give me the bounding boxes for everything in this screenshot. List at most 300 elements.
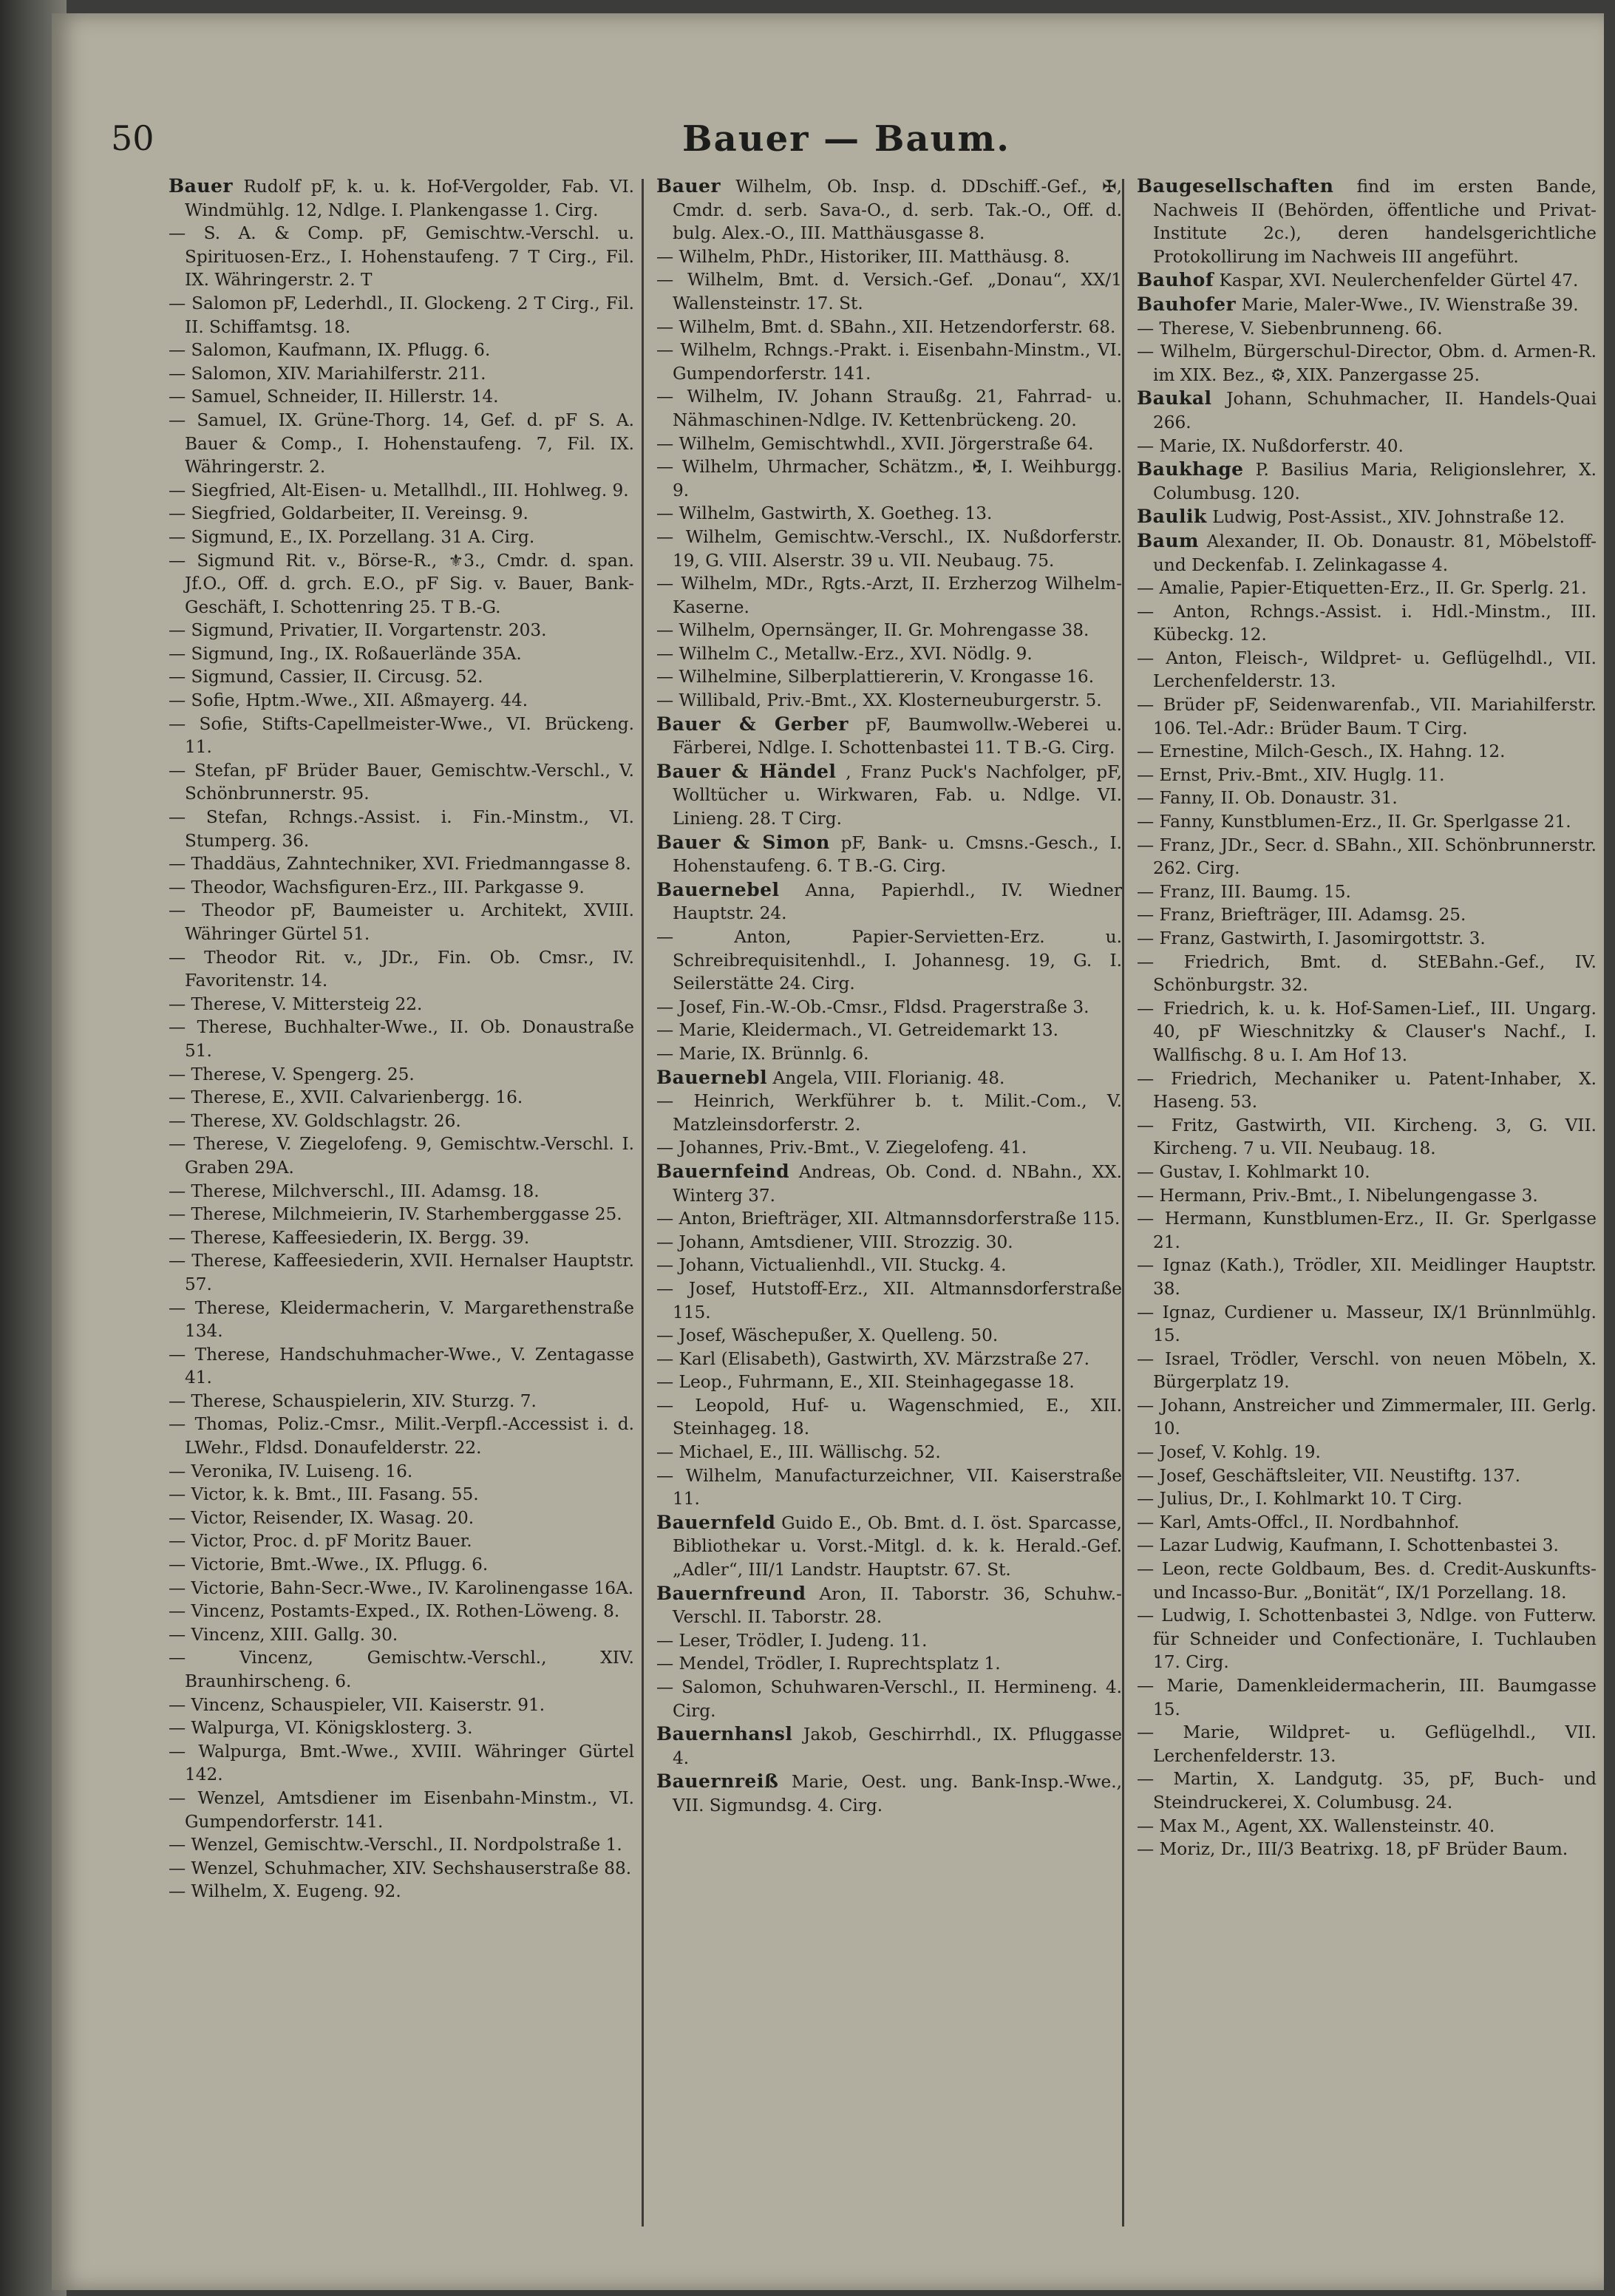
entry-text: — Israel, Trödler, Verschl. von neuen Möbeln, X. Bürgerplatz 19. — [1137, 1348, 1597, 1393]
entry-text: — Johann, Anstreicher und Zimmermaler, III. Gerlg. 10. — [1137, 1395, 1597, 1439]
entry-text: — Wilhelm C., Metallw.-Erz., XVI. Nödlg. 9. — [656, 643, 1033, 664]
entry-text: — Therese, V. Mittersteig 22. — [169, 994, 423, 1014]
entry-text: — Therese, Kaffeesiederin, XVII. Hernalser Hauptstr. 57. — [169, 1251, 634, 1294]
entry-text: — Victorie, Bahn-Secr.-Wwe., IV. Karolinengasse 16A. — [169, 1577, 634, 1598]
entry-text: — Brüder pF, Seidenwarenfab., VII. Mariahilferstr. 106. Tel.-Adr.: Brüder Baum. T Cirg. — [1137, 695, 1597, 738]
entry-text: — Sigmund, Ing., IX. Roßauerlände 35A. — [169, 643, 522, 664]
directory-entry — [656, 925, 1122, 996]
entry-text: — Wilhelm, MDr., Rgts.-Arzt, II. Erzherzog Wilhelm-Kaserne. — [656, 574, 1122, 617]
entry-text: — Victor, k. k. Bmt., III. Fasang. 55. — [169, 1484, 479, 1505]
entry-text: — Sigmund, Privatier, II. Vorgartenstr. 203. — [169, 620, 547, 641]
entry-text: — Wilhelm, Gastwirth, X. Goetheg. 13. — [656, 503, 993, 524]
entry-text: — Marie, Kleidermach., VI. Getreidemarkt 13. — [656, 1020, 1058, 1041]
column-divider — [1122, 179, 1124, 2227]
directory-entry — [169, 1110, 634, 1133]
entry-surname: Bauernhansl — [656, 1723, 793, 1745]
entry-text: — Franz, III. Baumg. 15. — [1137, 881, 1351, 902]
entry-text: — Johannes, Priv.-Bmt., V. Ziegelofeng. 41. — [656, 1138, 1027, 1158]
entry-text: — Martin, X. Landgutg. 35, pF, Buch- und Steindruckerei, X. Columbusg. 24. — [1137, 1769, 1597, 1813]
directory-entry — [656, 1090, 1122, 1136]
entry-text: — Vincenz, Postamts-Exped., IX. Rothen-Löweng. 8. — [169, 1601, 620, 1622]
directory-entry — [656, 1676, 1122, 1722]
directory-entry — [169, 174, 634, 222]
directory-entry — [169, 549, 634, 619]
entry-surname: Bauernfreund — [656, 1582, 806, 1604]
directory-entry — [169, 1063, 634, 1087]
entry-text: — Salomon, Schuhwaren-Verschl., II. Hermineng. 4. Cirg. — [656, 1677, 1122, 1721]
directory-entry — [656, 1652, 1122, 1676]
entry-text: — Stefan, Rchngs.-Assist. i. Fin.-Minstm., VI. Stumperg. 36. — [169, 807, 634, 851]
directory-entry — [169, 292, 634, 339]
directory-entry — [656, 689, 1122, 713]
entry-text: — Ignaz (Kath.), Trödler, XII. Meidlinger Hauptstr. 38. — [1137, 1255, 1597, 1299]
entry-surname: Bauer — [656, 175, 721, 197]
directory-entry — [169, 1390, 634, 1413]
directory-entry — [656, 1042, 1122, 1066]
entry-text: — S. A. & Comp. pF, Gemischtw.-Verschl. u. Spirituosen-Erz., I. Hohenstaufeng. 7 T Cirg., Fil. IX. Währingerstr. 2. T — [169, 223, 634, 291]
directory-entry — [1137, 1067, 1597, 1114]
entry-text: — Josef, V. Kohlg. 19. — [1137, 1442, 1321, 1463]
directory-entry — [169, 665, 634, 689]
directory-entry — [169, 1483, 634, 1507]
directory-entry — [1137, 787, 1597, 810]
entry-surname: Bauer — [169, 175, 234, 197]
directory-entry — [1137, 693, 1597, 740]
entry-text: — Gustav, I. Kohlmarkt 10. — [1137, 1161, 1370, 1182]
directory-entry — [169, 806, 634, 852]
entry-text: — Leser, Trödler, I. Judeng. 11. — [656, 1630, 928, 1651]
entry-text: — Therese, V. Spengerg. 25. — [169, 1064, 415, 1084]
entry-surname: Bauernebel — [656, 878, 780, 900]
entry-text: — Walpurga, VI. Königsklosterg. 3. — [169, 1718, 473, 1739]
directory-entry — [169, 1297, 634, 1343]
directory-entry — [656, 245, 1122, 269]
directory-entry — [1137, 505, 1597, 529]
entry-text: — Salomon, XIV. Mariahilferstr. 211. — [169, 363, 486, 384]
entry-text: — Ludwig, I. Schottenbastei 3, Ndlge. von Futterw. für Schneider und Confectionäre, I. Tuchlauben 17. Cirg. — [1137, 1606, 1597, 1673]
entry-surname: Bauernebl — [656, 1066, 768, 1088]
directory-entry — [169, 409, 634, 479]
directory-entry — [1137, 903, 1597, 927]
entry-text: Anna, Papierhdl., IV. Wiedner Hauptstr. 24. — [673, 880, 1122, 924]
column-1 — [169, 174, 634, 2237]
entry-text: — Franz, Gastwirth, I. Jasomirgottstr. 3. — [1137, 928, 1486, 948]
directory-entry — [169, 619, 634, 642]
directory-entry — [656, 996, 1122, 1019]
directory-entry — [1137, 1394, 1597, 1441]
directory-entry — [169, 642, 634, 666]
entry-text: — Theodor pF, Baumeister u. Architekt, XVIII. Währinger Gürtel 51. — [169, 900, 634, 944]
directory-entry — [656, 1722, 1122, 1770]
entry-surname: Baukal — [1137, 387, 1212, 410]
entry-text: — Marie, IX. Brünnlg. 6. — [656, 1043, 869, 1064]
directory-entry — [169, 1553, 634, 1577]
entry-text: — Victorie, Bmt.-Wwe., IX. Pflugg. 6. — [169, 1555, 489, 1575]
directory-entry — [1137, 764, 1597, 787]
directory-entry — [1137, 880, 1597, 904]
directory-entry — [1137, 1487, 1597, 1511]
entry-text: — Wilhelm, Gemischtw.-Verschl., IX. Nußdorferstr. 19, G. VIII. Alserstr. 39 u. VII. Neubaug. 75. — [656, 526, 1122, 571]
entry-text: — Therese, V. Ziegelofeng. 9, Gemischtw.-Verschl. I. Graben 29A. — [169, 1134, 634, 1178]
directory-entry — [656, 1582, 1122, 1629]
entry-text: — Wilhelm, PhDr., Historiker, III. Matthäusg. 8. — [656, 246, 1070, 267]
column-divider — [642, 179, 644, 2227]
directory-entry — [169, 1529, 634, 1553]
entry-surname: Bauer & Simon — [656, 831, 830, 853]
entry-text: — Therese, Buchhalter-Wwe., II. Ob. Donaustraße 51. — [169, 1017, 634, 1061]
directory-entry — [656, 385, 1122, 432]
entry-text: — Friedrich, Mechaniker u. Patent-Inhaber, X. Haseng. 53. — [1137, 1068, 1597, 1113]
entry-surname: Bauer & Händel — [656, 760, 837, 782]
entry-text: — Sigmund, E., IX. Porzellang. 31 A. Cirg. — [169, 526, 535, 547]
directory-entry — [1137, 1301, 1597, 1348]
directory-entry — [169, 1716, 634, 1740]
directory-entry — [1137, 834, 1597, 880]
entry-text: — Marie, Wildpret- u. Geflügelhdl., VII. Lerchenfelderstr. 13. — [1137, 1722, 1597, 1766]
directory-entry — [1137, 1207, 1597, 1254]
directory-entry — [169, 479, 634, 503]
page-number: 50 — [111, 118, 154, 158]
directory-entry — [1137, 1254, 1597, 1300]
entry-text: — Wenzel, Amtsdiener im Eisenbahn-Minstm., VI. Gumpendorferstr. 141. — [169, 1787, 634, 1832]
entry-text: — Wilhelm, Opernsänger, II. Gr. Mohrengasse 38. — [656, 620, 1089, 641]
directory-entry — [1137, 1721, 1597, 1767]
directory-entry — [169, 1343, 634, 1390]
entry-text: — Fritz, Gastwirth, VII. Kircheng. 3, G. VII. Kircheng. 7 u. VII. Neubaug. 18. — [1137, 1115, 1597, 1159]
directory-entry — [1137, 1464, 1597, 1488]
directory-entry — [1137, 1838, 1597, 1861]
directory-entry — [656, 642, 1122, 666]
directory-entry — [1137, 600, 1597, 647]
directory-entry — [656, 572, 1122, 619]
directory-entry — [1137, 529, 1597, 577]
entry-text: — Hermann, Priv.-Bmt., I. Nibelungengasse 3. — [1137, 1185, 1538, 1206]
entry-text: Guido E., Ob. Bmt. d. I. öst. Sparcasse, Bibliothekar u. Vorst.-Mitgl. d. k. k. Herald.-Gef. „Adler“, III/1 Landstr. Hauptstr. 67. St. — [673, 1512, 1122, 1580]
entry-text: Alexander, II. Ob. Donaustr. 81, Möbelstoff- und Deckenfab. I. Zelinkagasse 4. — [1153, 531, 1597, 575]
directory-entry — [1137, 293, 1597, 317]
directory-entry — [656, 713, 1122, 760]
directory-entry — [169, 1203, 634, 1226]
entry-text: — Johann, Victualienhdl., VII. Stuckg. 4. — [656, 1255, 1007, 1276]
entry-text: — Ernestine, Milch-Gesch., IX. Hahng. 12. — [1137, 741, 1506, 762]
directory-entry — [169, 946, 634, 993]
entry-text: Wilhelm, Ob. Insp. d. DDschiff.-Gef., ✠, Cmdr. d. serb. Sava-O., d. serb. Tak.-O., Off. d. bulg. Alex.-O., III. Matthäusgasse 8. — [673, 177, 1122, 244]
running-title: Bauer — Baum. — [682, 118, 1010, 160]
entry-text: — Sofie, Stifts-Capellmeister-Wwe., VI. Brückeng. 11. — [169, 713, 634, 758]
directory-entry — [656, 339, 1122, 385]
directory-entry — [1137, 1161, 1597, 1184]
entry-text: Angela, VIII. Florianig. 48. — [772, 1067, 1005, 1088]
entry-text: Kaspar, XVI. Neulerchenfelder Gürtel 47. — [1219, 271, 1579, 291]
entry-text: — Therese, Milchverschl., III. Adamsg. 18. — [169, 1181, 540, 1201]
directory-entry — [169, 1016, 634, 1062]
entry-text: — Wilhelm, Bmt. d. Versich.-Gef. „Donau“, XX/1 Wallensteinstr. 17. St. — [656, 270, 1122, 313]
directory-columns — [169, 174, 1599, 2237]
directory-entry — [169, 1086, 634, 1110]
directory-entry — [1137, 1511, 1597, 1535]
directory-entry — [656, 1160, 1122, 1207]
entry-text: — Wilhelm, Bmt. d. SBahn., XII. Hetzendorferstr. 68. — [656, 316, 1116, 337]
entry-text: — Veronika, IV. Luiseng. 16. — [169, 1461, 413, 1481]
directory-entry — [169, 1249, 634, 1296]
directory-entry — [656, 526, 1122, 572]
directory-entry — [656, 665, 1122, 689]
entry-text: — Franz, Briefträger, III. Adamsg. 25. — [1137, 905, 1466, 925]
directory-entry — [1137, 1815, 1597, 1838]
entry-text: — Sofie, Hptm.-Wwe., XII. Aßmayerg. 44. — [169, 690, 528, 711]
entry-text: — Anton, Fleisch-, Wildpret- u. Geflügelhdl., VII. Lerchenfelderstr. 13. — [1137, 648, 1597, 692]
directory-entry — [1137, 810, 1597, 834]
directory-entry — [1137, 951, 1597, 997]
directory-entry — [656, 432, 1122, 456]
directory-entry — [1137, 268, 1597, 293]
directory-entry — [169, 1132, 634, 1179]
entry-text: — Samuel, Schneider, II. Hillerstr. 14. — [169, 387, 499, 407]
entry-text: Andreas, Ob. Cond. d. NBahn., XX. Winterg 37. — [673, 1161, 1122, 1206]
directory-entry — [169, 876, 634, 900]
entry-text: — Siegfried, Goldarbeiter, II. Vereinsg. 9. — [169, 503, 528, 524]
entry-text: — Therese, Kaffeesiederin, IX. Bergg. 39. — [169, 1227, 530, 1248]
entry-text: — Josef, Hutstoff-Erz., XII. Altmannsdorferstraße 115. — [656, 1278, 1122, 1322]
entry-text: — Salomon, Kaufmann, IX. Pflugg. 6. — [169, 340, 491, 361]
directory-entry — [656, 1207, 1122, 1231]
entry-text: — Josef, Geschäftsleiter, VII. Neustiftg. 137. — [1137, 1465, 1520, 1486]
directory-entry — [169, 385, 634, 409]
entry-text: — Lazar Ludwig, Kaufmann, I. Schottenbastei 3. — [1137, 1535, 1559, 1556]
entry-surname: Bauernreiß — [656, 1770, 779, 1793]
directory-entry — [169, 899, 634, 945]
entry-text: — Willibald, Priv.-Bmt., XX. Klosterneuburgerstr. 5. — [656, 690, 1102, 711]
entry-text: Rudolf pF, k. u. k. Hof-Vergolder, Fab. VI. Windmühlg. 12, Ndlge. I. Plankengasse 1. Cirg. — [185, 177, 634, 220]
directory-entry — [169, 759, 634, 806]
entry-text: — Wilhelm, Rchngs.-Prakt. i. Eisenbahn-Minstm., VI. Gumpendorferstr. 141. — [656, 340, 1122, 384]
entry-text: — Marie, IX. Nußdorferstr. 40. — [1137, 435, 1404, 456]
entry-text: — Therese, Milchmeierin, IV. Starhemberggasse 25. — [169, 1204, 622, 1225]
directory-entry — [169, 1740, 634, 1787]
directory-entry — [656, 760, 1122, 831]
directory-entry — [656, 502, 1122, 526]
entry-surname: Bauernfeind — [656, 1160, 790, 1182]
entry-text: — Max M., Agent, XX. Wallensteinstr. 40. — [1137, 1816, 1495, 1836]
entry-text: — Wenzel, Gemischtw.-Verschl., II. Nordpolstraße 1. — [169, 1835, 622, 1855]
entry-text: — Victor, Reisender, IX. Wasag. 20. — [169, 1507, 475, 1528]
entry-text: — Amalie, Papier-Etiquetten-Erz., II. Gr. Sperlg. 21. — [1137, 578, 1587, 599]
entry-surname: Baugesellschaften — [1137, 175, 1334, 197]
directory-entry — [169, 1857, 634, 1881]
directory-entry — [1137, 174, 1597, 268]
entry-text: — Siegfried, Alt-Eisen- u. Metallhdl., III. Hohlweg. 9. — [169, 480, 629, 500]
entry-text: — Theodor Rit. v., JDr., Fin. Ob. Cmsr., IV. Favoritenstr. 14. — [169, 947, 634, 991]
directory-entry — [656, 316, 1122, 339]
directory-entry — [656, 1371, 1122, 1394]
directory-entry — [169, 339, 634, 362]
directory-entry — [1137, 1767, 1597, 1814]
directory-entry — [169, 222, 634, 292]
directory-entry — [1137, 1441, 1597, 1464]
entry-text: — Wilhelm, Bürgerschul-Director, Obm. d. Armen-R. im XIX. Bez., ⚙, XIX. Panzergasse 25. — [1137, 342, 1597, 385]
directory-entry — [169, 1880, 634, 1903]
directory-entry — [1137, 647, 1597, 693]
entry-text: — Johann, Amtsdiener, VIII. Strozzig. 30. — [656, 1232, 1013, 1252]
entry-text: — Moriz, Dr., III/3 Beatrixg. 18, pF Brüder Baum. — [1137, 1839, 1568, 1860]
entry-text: — Thomas, Poliz.-Cmsr., Milit.-Verpfl.-Accessist i. d. LWehr., Fldsd. Donaufelderstr. 22. — [169, 1414, 634, 1458]
directory-entry — [169, 1180, 634, 1203]
directory-entry — [1137, 1114, 1597, 1161]
directory-entry — [169, 526, 634, 549]
directory-entry — [656, 455, 1122, 502]
directory-entry — [1137, 740, 1597, 764]
entry-text: find im ersten Bande, Nachweis II (Behörden, öffentliche und Privat-Institute 2c.), deren handelsgerichtliche Protokollirung im Nachweis III angeführt. — [1153, 177, 1597, 267]
entry-text: — Josef, Fin.-W.-Ob.-Cmsr., Fldsd. Pragerstraße 3. — [656, 996, 1089, 1017]
directory-entry — [656, 1019, 1122, 1042]
directory-entry — [169, 689, 634, 713]
directory-entry — [656, 1464, 1122, 1511]
entry-text: — Wilhelm, Uhrmacher, Schätzm., ✠, I. Weihburgg. 9. — [656, 457, 1122, 500]
entry-text: — Michael, E., III. Wällischg. 52. — [656, 1442, 941, 1463]
directory-entry — [169, 362, 634, 386]
entry-text: Jakob, Geschirrhdl., IX. Pfluggasse 4. — [673, 1725, 1122, 1768]
directory-entry — [169, 1460, 634, 1484]
entry-text: — Fanny, II. Ob. Donaustr. 31. — [1137, 788, 1398, 809]
directory-entry — [169, 993, 634, 1016]
entry-text: — Thaddäus, Zahntechniker, XVI. Friedmanngasse 8. — [169, 854, 631, 874]
directory-entry — [656, 1277, 1122, 1324]
directory-entry — [1137, 1604, 1597, 1674]
entry-text: — Mendel, Trödler, I. Ruprechtsplatz 1. — [656, 1654, 1001, 1674]
directory-entry — [1137, 1348, 1597, 1394]
directory-entry — [656, 878, 1122, 925]
directory-entry — [1137, 458, 1597, 505]
entry-text: — Karl, Amts-Offcl., II. Nordbahnhof. — [1137, 1512, 1460, 1532]
entry-text: — Leop., Fuhrmann, E., XII. Steinhagegasse 18. — [656, 1372, 1075, 1393]
directory-entry — [656, 619, 1122, 642]
entry-text: — Vincenz, XIII. Gallg. 30. — [169, 1624, 398, 1645]
entry-text: — Samuel, IX. Grüne-Thorg. 14, Gef. d. pF S. A. Bauer & Comp., I. Hohenstaufeng. 7, Fil. IX. Währingerstr. 2. — [169, 410, 634, 478]
entry-text: — Wilhelm, X. Eugeng. 92. — [169, 1881, 401, 1902]
entry-text: — Karl (Elisabeth), Gastwirth, XV. Märzstraße 27. — [656, 1348, 1090, 1369]
entry-text: Marie, Oest. ung. Bank-Insp.-Wwe., VII. Sigmundsg. 4. Cirg. — [673, 1772, 1122, 1816]
directory-entry — [656, 1066, 1122, 1090]
directory-entry — [656, 831, 1122, 878]
entry-text: — Anton, Rchngs.-Assist. i. Hdl.-Minstm., III. Kübeckg. 12. — [1137, 601, 1597, 645]
entry-surname: Bauhofer — [1137, 293, 1237, 315]
directory-entry — [656, 1254, 1122, 1277]
entry-text: — Walpurga, Bmt.-Wwe., XVIII. Währinger Gürtel 142. — [169, 1741, 634, 1785]
directory-entry — [656, 1441, 1122, 1464]
directory-entry — [169, 1413, 634, 1459]
directory-entry — [656, 1348, 1122, 1371]
entry-text: — Therese, V. Siebenbrunneng. 66. — [1137, 318, 1443, 339]
directory-entry — [1137, 1558, 1597, 1604]
column-2 — [656, 174, 1122, 2237]
entry-text: — Therese, E., XVII. Calvarienbergg. 16. — [169, 1087, 523, 1108]
directory-entry — [169, 1646, 634, 1693]
directory-entry — [1137, 997, 1597, 1067]
directory-entry — [656, 268, 1122, 315]
directory-entry — [1137, 577, 1597, 600]
entry-text: — Friedrich, k. u. k. Hof-Samen-Lief., III. Ungarg. 40, pF Wieschnitzky & Clauser's Nachf., I. Wallfischg. 8 u. I. Am Hof 13. — [1137, 998, 1597, 1065]
directory-entry — [169, 852, 634, 876]
entry-text: — Therese, Schauspielerin, XIV. Sturzg. 7. — [169, 1390, 537, 1411]
entry-text: — Therese, XV. Goldschlagstr. 26. — [169, 1110, 461, 1131]
entry-text: — Friedrich, Bmt. d. StEBahn.-Gef., IV. Schönburgstr. 32. — [1137, 951, 1597, 996]
directory-entry — [656, 1511, 1122, 1582]
entry-surname: Baum — [1137, 529, 1199, 551]
directory-entry — [1137, 1674, 1597, 1721]
entry-text: — Wilhelm, IV. Johann Straußg. 21, Fahrrad- u. Nähmaschinen-Ndlge. IV. Kettenbrückeng. 20. — [656, 387, 1122, 430]
entry-surname: Bauernfeld — [656, 1511, 776, 1533]
entry-text: — Vincenz, Gemischtw.-Verschl., XIV. Braunhirscheng. 6. — [169, 1648, 634, 1691]
directory-entry — [656, 1629, 1122, 1653]
directory-entry — [1137, 1534, 1597, 1558]
directory-entry — [1137, 1184, 1597, 1208]
entry-text: Marie, Maler-Wwe., IV. Wienstraße 39. — [1241, 294, 1579, 315]
directory-entry — [656, 1231, 1122, 1254]
entry-text: — Victor, Proc. d. pF Moritz Bauer. — [169, 1531, 472, 1552]
entry-text: — Therese, Handschuhmacher-Wwe., V. Zentagasse 41. — [169, 1344, 634, 1388]
directory-entry — [656, 1136, 1122, 1160]
entry-surname: Baulik — [1137, 506, 1207, 528]
directory-entry — [656, 1394, 1122, 1441]
directory-entry — [169, 1226, 634, 1250]
entry-text: — Leopold, Huf- u. Wagenschmied, E., XII. Steinhageg. 18. — [656, 1395, 1122, 1439]
entry-text: pF, Bank- u. Cmsns.-Gesch., I. Hohenstaufeng. 6. T B.-G. Cirg. — [673, 832, 1122, 877]
entry-text: Johann, Schuhmacher, II. Handels-Quai 266. — [1153, 389, 1597, 432]
entry-text: — Franz, JDr., Secr. d. SBahn., XII. Schönbrunnerstr. 262. Cirg. — [1137, 835, 1597, 879]
entry-text: P. Basilius Maria, Religionslehrer, X. Columbusg. 120. — [1153, 460, 1597, 503]
entry-surname: Bauhof — [1137, 269, 1214, 291]
entry-text: — Ernst, Priv.-Bmt., XIV. Huglg. 11. — [1137, 764, 1445, 785]
entry-text: — Leon, recte Goldbaum, Bes. d. Credit-Auskunfts- und Incasso-Bur. „Bonität“, IX/1 Porzellang. 18. — [1137, 1559, 1597, 1603]
entry-text: — Salomon pF, Lederhdl., II. Glockeng. 2 T Cirg., Fil. II. Schiffamtsg. 18. — [169, 293, 634, 337]
directory-entry — [169, 1623, 634, 1647]
entry-text: Aron, II. Taborstr. 36, Schuhw.-Verschl. II. Taborstr. 28. — [673, 1583, 1122, 1628]
entry-surname: Bauer & Gerber — [656, 713, 849, 735]
directory-entry — [169, 1600, 634, 1623]
entry-text: — Ignaz, Curdiener u. Masseur, IX/1 Brünnlmühlg. 15. — [1137, 1302, 1597, 1346]
entry-text: — Fanny, Kunstblumen-Erz., II. Gr. Sperlgasse 21. — [1137, 812, 1571, 832]
directory-entry — [169, 713, 634, 759]
directory-entry — [169, 1507, 634, 1530]
entry-text: — Marie, Damenkleidermacherin, III. Baumgasse 15. — [1137, 1676, 1597, 1719]
entry-text: pF, Baumwollw.-Weberei u. Färberei, Ndlge. I. Schottenbastei 11. T B.-G. Cirg. — [673, 714, 1122, 758]
entry-text: — Sigmund Rit. v., Börse-R., ⚜3., Cmdr. d. span. Jf.O., Off. d. grch. E.O., pF Sig. v. Bauer, Bank-Geschäft, I. Schottenring 25. T B.-G. — [169, 550, 634, 617]
entry-text: , Franz Puck's Nachfolger, pF, Wolltücher u. Wirkwaren, Fab. u. Ndlge. VI. Linieng. 28. T Cirg. — [673, 761, 1122, 829]
directory-entry — [1137, 435, 1597, 458]
page-header — [111, 118, 1582, 170]
entry-text: — Wenzel, Schuhmacher, XIV. Sechshauserstraße 88. — [169, 1858, 632, 1878]
entry-text: — Heinrich, Werkführer b. t. Milit.-Com., V. Matzleinsdorferstr. 2. — [656, 1091, 1122, 1135]
directory-entry — [169, 502, 634, 526]
entry-text: Ludwig, Post-Assist., XIV. Johnstraße 12. — [1212, 507, 1565, 528]
entry-text: — Anton, Papier-Servietten-Erz. u. Schreibrequisitenhdl., I. Johannesg. 19, G. I. Seilerstätte 24. Cirg. — [656, 927, 1122, 994]
directory-entry — [656, 1324, 1122, 1348]
entry-text: — Therese, Kleidermacherin, V. Margarethenstraße 134. — [169, 1297, 634, 1342]
directory-entry — [656, 1770, 1122, 1817]
directory-entry — [1137, 387, 1597, 434]
entry-text: — Josef, Wäschepußer, X. Quelleng. 50. — [656, 1325, 999, 1346]
entry-text: — Wilhelm, Manufacturzeichner, VII. Kaiserstraße 11. — [656, 1465, 1122, 1509]
entry-text: — Sigmund, Cassier, II. Circusg. 52. — [169, 667, 483, 687]
entry-text: — Theodor, Wachsfiguren-Erz., III. Parkgasse 9. — [169, 877, 585, 897]
directory-entry — [1137, 340, 1597, 387]
directory-entry — [169, 1577, 634, 1600]
entry-text: — Hermann, Kunstblumen-Erz., II. Gr. Sperlgasse 21. — [1137, 1209, 1597, 1252]
entry-text: — Anton, Briefträger, XII. Altmannsdorferstraße 115. — [656, 1209, 1121, 1229]
directory-entry — [169, 1833, 634, 1857]
entry-text: — Wilhelmine, Silberplattiererin, V. Krongasse 16. — [656, 667, 1095, 687]
directory-entry — [1137, 927, 1597, 951]
